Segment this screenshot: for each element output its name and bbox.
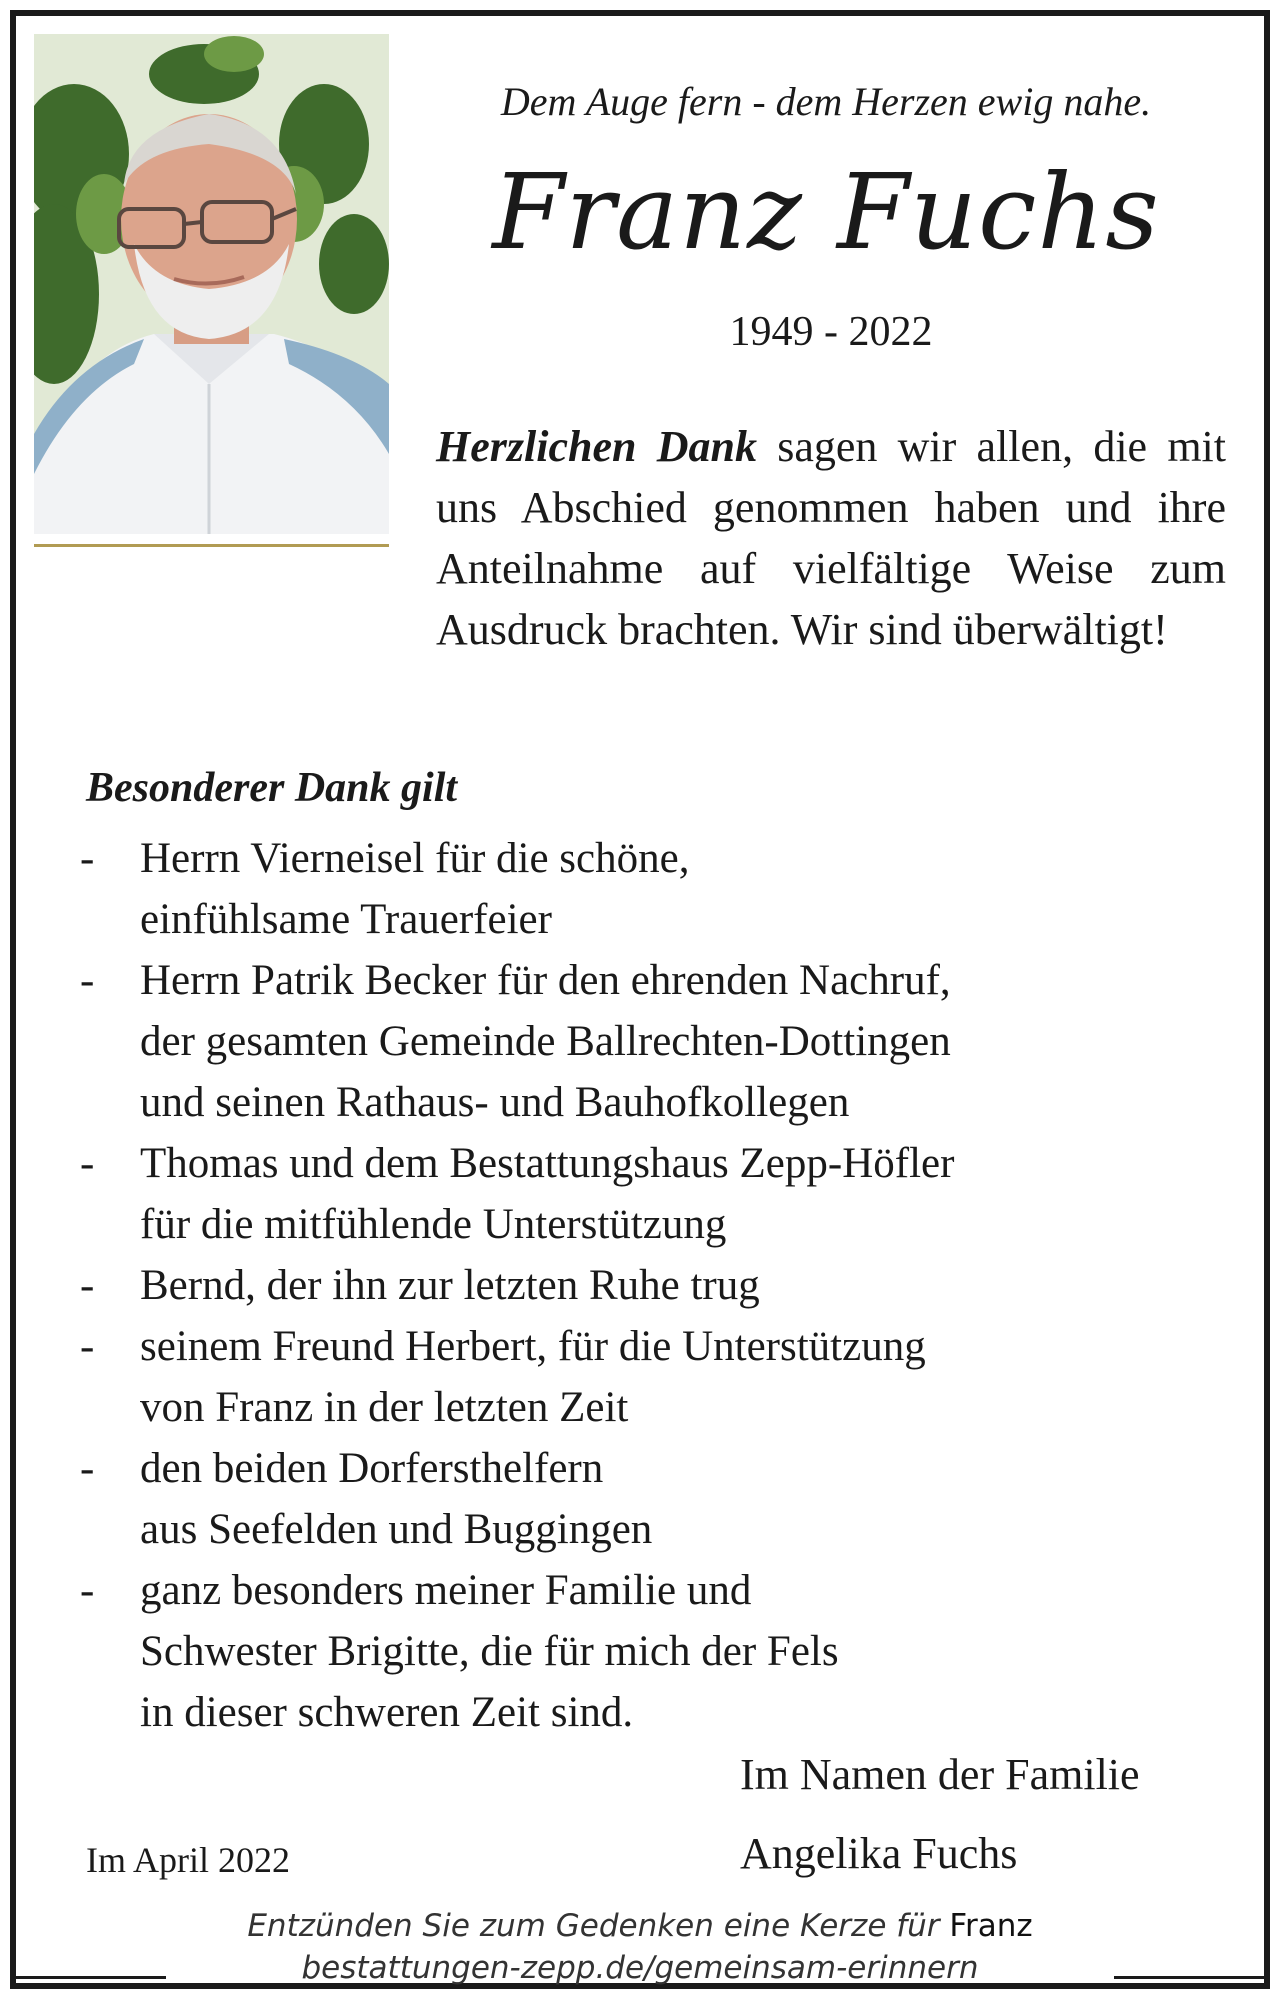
thanks-list-item [80, 950, 1210, 1133]
thanks-list-item [80, 1133, 1210, 1255]
list-dash: - [80, 1262, 95, 1309]
thanks-list-line: den beiden Dorfersthelfern [140, 1445, 604, 1492]
candle-name: Franz [949, 1908, 1033, 1944]
photo-divider [34, 544, 389, 547]
thanks-list-line: Bernd, der ihn zur letzten Ruhe trug [140, 1262, 760, 1309]
motto: Dem Auge fern - dem Herzen ewig nahe. [500, 79, 1152, 124]
list-dash: - [80, 1140, 95, 1187]
special-thanks-list [80, 828, 1210, 1743]
thanks-lead: Herzlichen Dank [436, 422, 757, 471]
thanks-list-line: von Franz in der letzten Zeit [140, 1384, 629, 1431]
thanks-paragraph [436, 416, 1226, 660]
portrait-illustration [34, 34, 389, 534]
thanks-list-line: Herrn Patrik Becker für den ehrenden Nachruf, [140, 957, 951, 1004]
thanks-list-line: einfühlsame Trauerfeier [140, 896, 552, 943]
list-dash: - [80, 1445, 95, 1492]
life-dates: 1949 - 2022 [729, 309, 933, 355]
list-dash: - [80, 1323, 95, 1370]
candle-text: Entzünden Sie zum Gedenken eine Kerze für [247, 1908, 940, 1944]
thanks-list-item [80, 1560, 1210, 1743]
notice-date: Im April 2022 [86, 1840, 290, 1880]
thanks-list-item [80, 1438, 1210, 1560]
thanks-list-line: Herrn Vierneisel für die schöne, [140, 835, 690, 882]
memorial-url[interactable]: bestattungen-zepp.de/gemeinsam-erinnern [301, 1950, 979, 1986]
thanks-list-line: Schwester Brigitte, die für mich der Fels [140, 1628, 839, 1675]
thanks-list-line: und seinen Rathaus- und Bauhofkollegen [140, 1079, 850, 1126]
thanks-list-line: seinem Freund Herbert, für die Unterstützung [140, 1323, 926, 1370]
thanks-list-line: in dieser schweren Zeit sind. [140, 1689, 634, 1736]
footer-rule-right [1114, 1976, 1264, 1979]
thanks-list-line: Thomas und dem Bestattungshaus Zepp-Höfler [140, 1140, 955, 1187]
candle-line [16, 1905, 1264, 1947]
obituary-notice [10, 10, 1270, 1989]
signer-name: Angelika Fuchs [740, 1829, 1018, 1878]
list-dash: - [80, 957, 95, 1004]
thanks-list-line: für die mitfühlende Unterstützung [140, 1201, 727, 1248]
list-dash: - [80, 1567, 95, 1614]
thanks-list-line: ganz besonders meiner Familie und [140, 1567, 752, 1614]
thanks-list-item [80, 1255, 1210, 1316]
thanks-text: sagen wir allen, die mit uns Abschied genommen haben und ihre Anteilnahme auf vielfältige Weise zum Ausdruck brachten. Wir sind überwältigt! [436, 422, 1226, 654]
family-label: Im Namen der Familie [740, 1750, 1140, 1799]
footer [16, 1905, 1264, 1989]
deceased-name: Franz Fuchs [492, 151, 1160, 273]
portrait-photo [34, 34, 389, 534]
thanks-list-line: der gesamten Gemeinde Ballrechten-Dottingen [140, 1018, 951, 1065]
special-thanks-title: Besonderer Dank gilt [86, 765, 458, 811]
list-dash: - [80, 835, 95, 882]
thanks-list-line: aus Seefelden und Buggingen [140, 1506, 653, 1553]
portrait [34, 34, 389, 544]
thanks-list-item [80, 828, 1210, 950]
footer-rule-left [16, 1976, 166, 1979]
thanks-list-item [80, 1316, 1210, 1438]
